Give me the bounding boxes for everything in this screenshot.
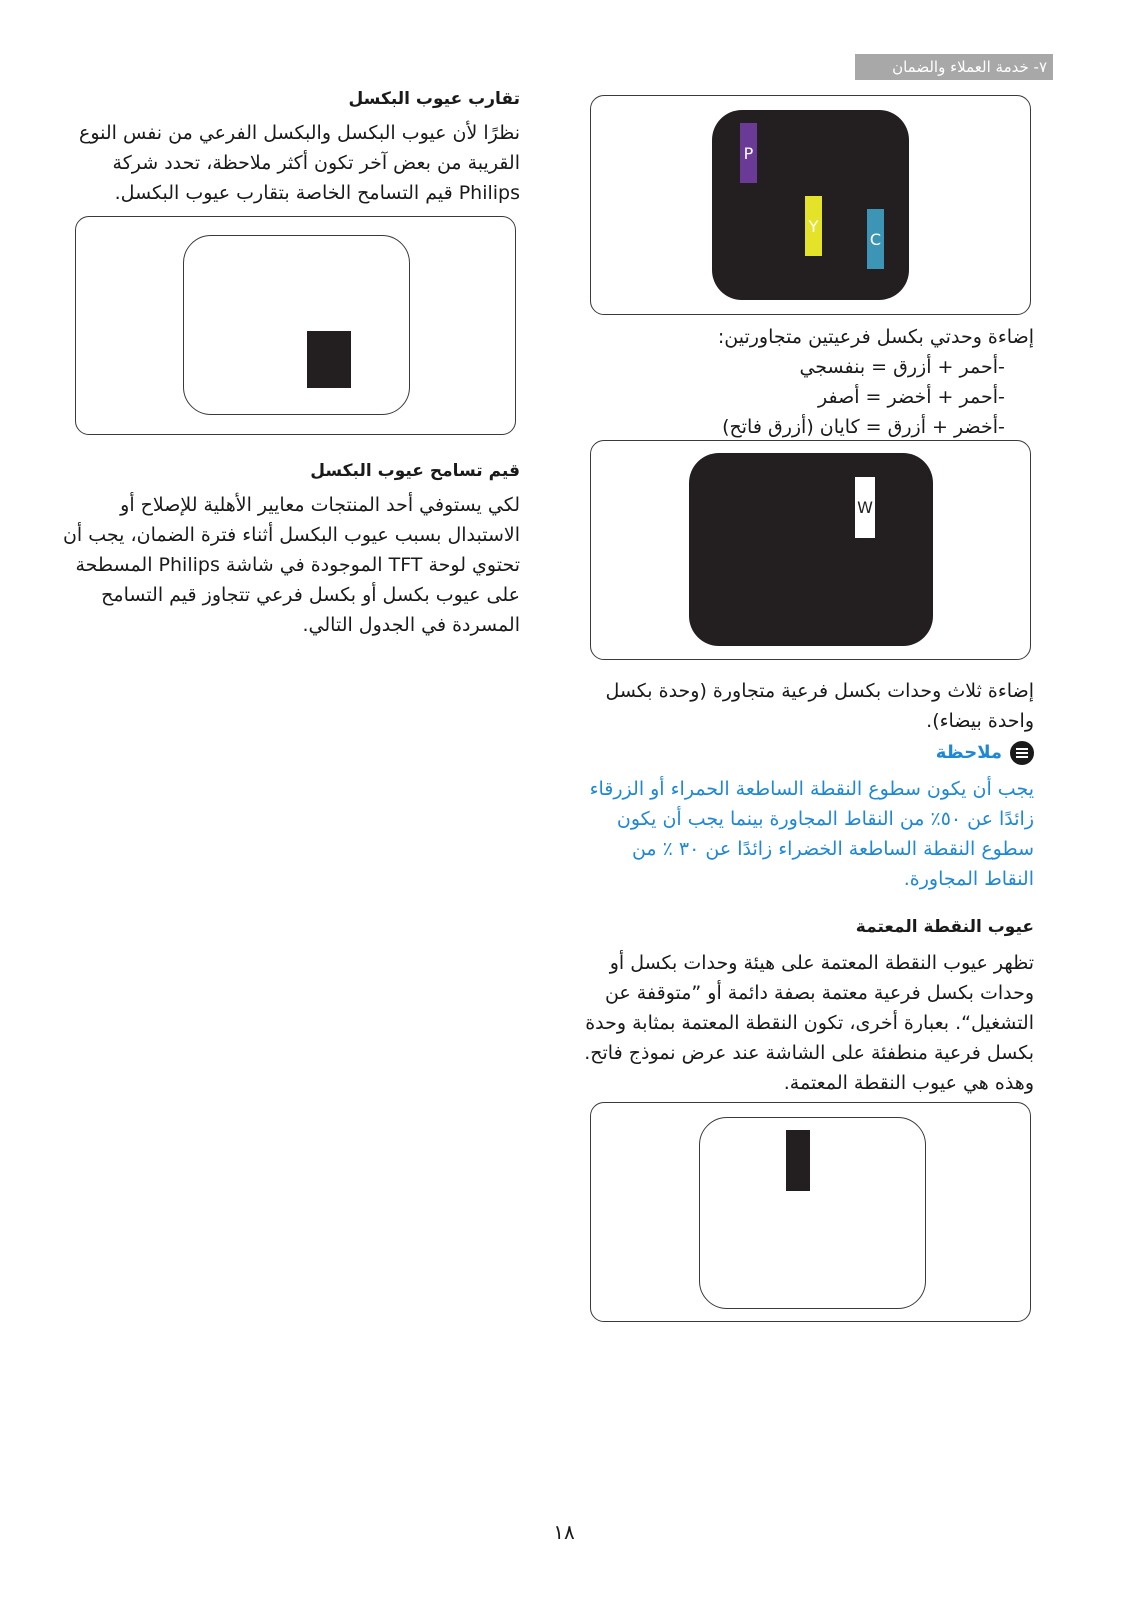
screen-dark xyxy=(712,110,909,300)
white-pixel-figure xyxy=(590,440,1031,660)
tolerance-section xyxy=(62,456,520,640)
dark-dot-paragraph xyxy=(584,948,1034,1098)
tolerance-paragraph xyxy=(62,490,520,640)
tolerance-line: على عيوب بكسل أو بكسل فرعي تتجاوز قيم التسامح xyxy=(101,584,520,606)
note-line: النقاط المجاورة. xyxy=(903,868,1034,890)
two-lit-section xyxy=(590,322,1034,442)
subpixel-label: C xyxy=(869,229,882,249)
list-item: -أحمر + أخضر = أصفر xyxy=(818,386,1005,408)
section-header: ٧- خدمة العملاء والضمان xyxy=(855,54,1053,80)
three-lit-line: إضاءة ثلاث وحدات بكسل فرعية متجاورة (وحدة بكسل xyxy=(605,680,1034,702)
note-title-row xyxy=(590,738,1034,768)
tolerance-line: تحتوي لوحة TFT الموجودة في شاشة Philips المسطحة xyxy=(75,554,520,576)
note-title: ملاحظة xyxy=(935,742,1002,763)
dark-dot xyxy=(307,331,351,388)
list-item-text: أحمر + أزرق = بنفسجي xyxy=(799,356,998,378)
tolerance-line: لكي يستوفي أحد المنتجات معايير الأهلية للإصلاح أو xyxy=(120,494,520,516)
three-lit-paragraph xyxy=(590,676,1034,736)
note-line: يجب أن يكون سطوع النقطة الساطعة الحمراء أو الزرقاء xyxy=(589,778,1034,800)
list-item: -أحمر + أزرق = بنفسجي xyxy=(799,356,1005,378)
tolerance-line: المسردة في الجدول التالي. xyxy=(302,614,520,636)
three-lit-line: واحدة بيضاء). xyxy=(926,710,1034,732)
proximity-line: Philips قيم التسامح الخاصة بتقارب عيوب البكسل. xyxy=(114,182,520,204)
two-lit-intro: إضاءة وحدتي بكسل فرعيتين متجاورتين: xyxy=(717,326,1034,348)
note-line: سطوع النقطة الساطعة الخضراء زائدًا عن ٣٠ ٪ من xyxy=(631,838,1034,860)
subpixel-label: P xyxy=(743,143,754,163)
tolerance-line: الاستبدال بسبب عيوب البكسل أثناء فترة الضمان، يجب أن xyxy=(62,524,520,546)
subpixel-purple xyxy=(740,123,757,183)
dark-dot-heading: عيوب النقطة المعتمة xyxy=(855,917,1034,937)
page-number: ١٨ xyxy=(553,1520,575,1544)
list-item-text: أحمر + أخضر = أصفر xyxy=(818,386,998,408)
subpixel-white xyxy=(855,477,875,538)
dark-dot-line: تظهر عيوب النقطة المعتمة على هيئة وحدات بكسل أو xyxy=(609,952,1034,974)
list-item-text: أخضر + أزرق = كايان (أزرق فاتح) xyxy=(722,416,998,438)
left-column xyxy=(70,84,520,208)
subpixel-label: W xyxy=(857,498,873,517)
dark-subpixel xyxy=(786,1130,810,1191)
dark-dot-line: وحدات بكسل فرعية معتمة بصفة دائمة أو ”متوقفة عن xyxy=(604,982,1034,1004)
screen-light xyxy=(699,1117,926,1309)
note-line: زائدًا عن ٥٠٪ من النقاط المجاورة بينما يجب أن يكون xyxy=(616,808,1034,830)
proximity-heading: تقارب عيوب البكسل xyxy=(348,89,520,109)
subpixel-cyan xyxy=(867,209,884,269)
note-paragraph xyxy=(590,774,1034,894)
subpixel-label: Y xyxy=(808,216,819,236)
dark-dot-line: التشغيل“. بعبارة أخرى، تكون النقطة المعتمة بمثابة وحدة xyxy=(585,1012,1034,1034)
list-item: -أخضر + أزرق = كايان (أزرق فاتح) xyxy=(722,416,1005,438)
proximity-line: نظرًا لأن عيوب البكسل والبكسل الفرعي من نفس النوع xyxy=(78,122,520,144)
note-icon xyxy=(1010,741,1034,765)
two-lit-list xyxy=(590,352,1034,442)
screen-dark xyxy=(689,453,933,646)
pyc-figure xyxy=(590,95,1031,315)
three-lit-section xyxy=(590,676,1034,736)
proximity-line: القريبة من بعض آخر تكون أكثر ملاحظة، تحدد شركة xyxy=(112,152,520,174)
dark-dot-section xyxy=(584,912,1034,1098)
note-section xyxy=(590,738,1034,894)
dark-dot-figure xyxy=(590,1102,1031,1322)
proximity-figure xyxy=(75,216,516,435)
screen-light xyxy=(183,235,410,415)
subpixel-yellow xyxy=(805,196,822,256)
tolerance-heading: قيم تسامح عيوب البكسل xyxy=(310,461,520,481)
dark-dot-line: وهذه هي عيوب النقطة المعتمة. xyxy=(783,1072,1034,1094)
proximity-paragraph xyxy=(70,118,520,208)
dark-dot-line: بكسل فرعية منطفئة على الشاشة عند عرض نموذج فاتح. xyxy=(584,1042,1034,1064)
